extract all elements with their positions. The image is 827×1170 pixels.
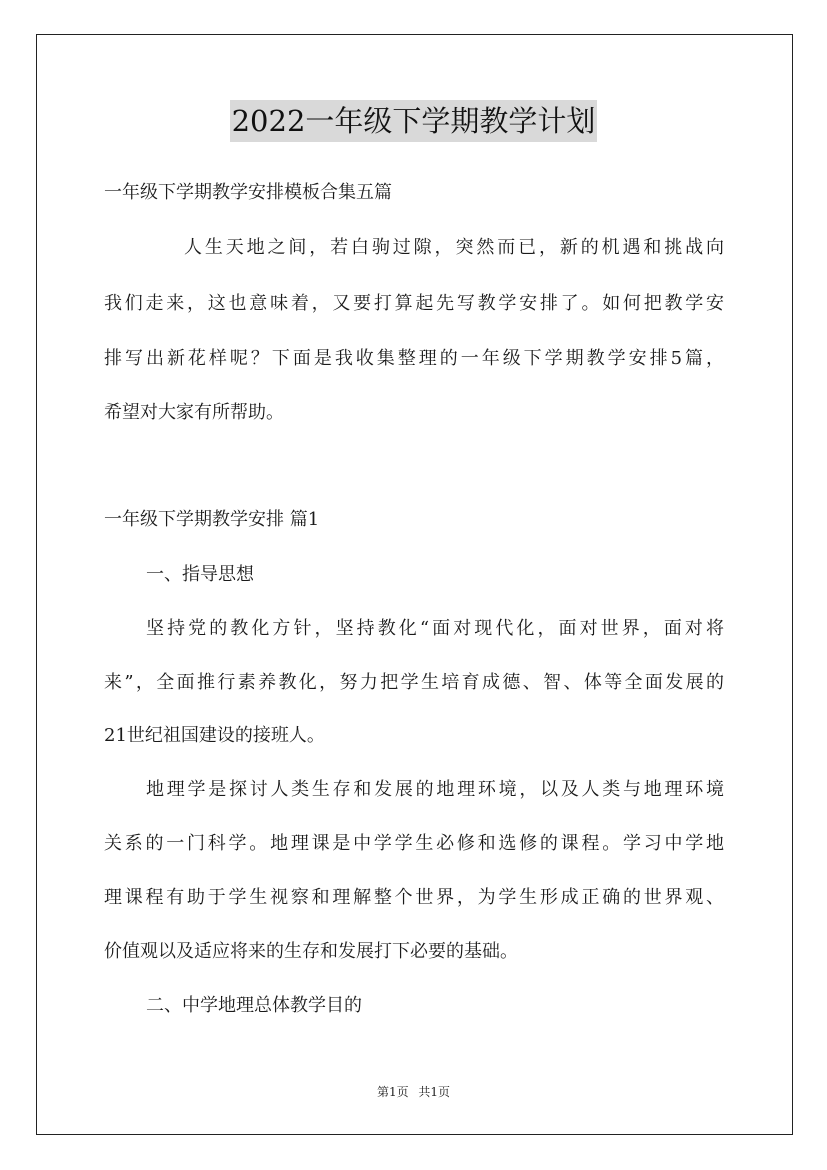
intro-line: 我们走来，这也意味着，又要打算起先写教学安排了。如何把教学安 (104, 293, 724, 314)
intro-line: 排写出新花样呢？下面是我收集整理的一年级下学期教学安排5篇， (104, 348, 724, 369)
title-container (0, 100, 827, 142)
paragraph-line: 来”，全面推行素养教化，努力把学生培育成德、智、体等全面发展的 (104, 672, 724, 693)
page-footer (0, 1084, 827, 1100)
intro-line: 希望对大家有所帮助。 (104, 402, 284, 423)
paragraph-line: 21世纪祖国建设的接班人。 (104, 725, 325, 746)
section-heading: 一、指导思想 (146, 564, 254, 585)
paragraph-line: 理课程有助于学生视察和理解整个世界，为学生形成正确的世界观、 (104, 887, 724, 908)
document-subtitle: 一年级下学期教学安排模板合集五篇 (104, 182, 392, 203)
paragraph-line: 地理学是探讨人类生存和发展的地理环境，以及人类与地理环境 (146, 779, 724, 800)
document-title: 2022一年级下学期教学计划 (230, 100, 598, 142)
paragraph-line: 价值观以及适应将来的生存和发展打下必要的基础。 (104, 941, 518, 962)
total-pages-label: 共1页 (418, 1085, 451, 1099)
paragraph-line: 坚持党的教化方针，坚持教化“面对现代化，面对世界，面对将 (146, 618, 724, 639)
section-title: 一年级下学期教学安排 篇1 (104, 509, 320, 530)
paragraph-line: 关系的一门科学。地理课是中学学生必修和选修的课程。学习中学地 (104, 833, 724, 854)
section-heading: 二、中学地理总体教学目的 (146, 995, 362, 1016)
intro-line: 人生天地之间，若白驹过隙，突然而已，新的机遇和挑战向 (184, 237, 724, 258)
current-page-label: 第1页 (376, 1085, 409, 1099)
